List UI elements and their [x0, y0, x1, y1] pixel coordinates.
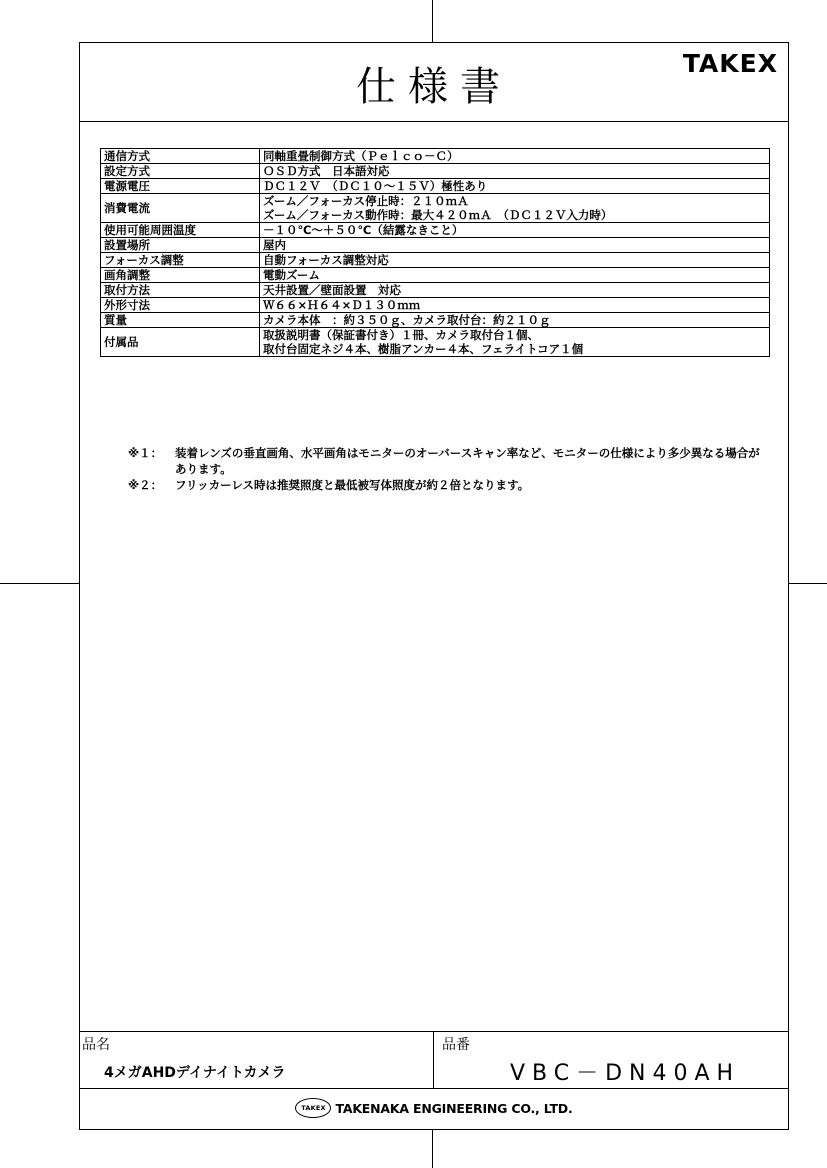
spec-value: [260, 328, 770, 357]
spec-row: [101, 268, 770, 283]
spec-value-line: ＯＳＤ方式 日本語対応: [263, 164, 390, 178]
company-logo-icon: TAKEX: [295, 1098, 331, 1118]
spec-value: [260, 194, 770, 223]
spec-value: [260, 313, 770, 328]
spec-row: [101, 328, 770, 357]
spec-value-line: ズーム／フォーカス停止時：２１０ｍＡ: [263, 194, 469, 208]
footer: [80, 1031, 788, 1129]
product-info-row: [80, 1031, 788, 1089]
spec-value: [260, 238, 770, 253]
spec-value: [260, 179, 770, 194]
note-2: [128, 477, 768, 493]
spec-value-line: 屋内: [263, 238, 286, 252]
product-code: VBC－DN40AH: [510, 1061, 741, 1086]
spec-label: 外形寸法: [101, 298, 260, 313]
spec-value-line: Ｗ６６×Ｈ６４×Ｄ１３０ｍｍ: [263, 298, 421, 312]
spec-value-line: カメラ本体 ：約３５０ｇ、カメラ取付台：約２１０ｇ: [263, 313, 551, 327]
spec-row: [101, 283, 770, 298]
spec-row: [101, 164, 770, 179]
spec-value: [260, 253, 770, 268]
spec-value-line: 取扱説明書（保証書付き）１冊、カメラ取付台１個、: [263, 328, 539, 342]
spec-label: 質量: [101, 313, 260, 328]
spec-row: [101, 253, 770, 268]
spec-label: 通信方式: [101, 149, 260, 164]
crop-mark-right: [789, 583, 827, 584]
spec-table: [100, 148, 770, 357]
spec-label: 設置場所: [101, 238, 260, 253]
spec-label: フォーカス調整: [101, 253, 260, 268]
company-row: [80, 1088, 788, 1128]
footer-divider: [433, 1032, 434, 1088]
spec-row: [101, 194, 770, 223]
brand-logo: TAKEX: [682, 49, 778, 78]
crop-mark-left: [0, 583, 79, 584]
spec-label: 画角調整: [101, 268, 260, 283]
note-1: [128, 445, 768, 477]
notes: [128, 445, 768, 493]
spec-value: [260, 149, 770, 164]
spec-row: [101, 313, 770, 328]
spec-value: [260, 164, 770, 179]
spec-value: [260, 268, 770, 283]
note-text: フリッカーレス時は推奨照度と最低被写体照度が約２倍となります。: [175, 478, 530, 492]
spec-label: 使用可能周囲温度: [101, 223, 260, 238]
spec-value-line: 電動ズーム: [263, 268, 320, 282]
spec-label: 設定方式: [101, 164, 260, 179]
product-name: 4メガAHDデイナイトカメラ: [104, 1065, 286, 1081]
spec-value-line: 天井設置／壁面設置 対応: [263, 283, 401, 297]
crop-mark-bottom: [432, 1130, 433, 1168]
spec-value-line: 取付台固定ネジ４本、樹脂アンカー４本、フェライトコア１個: [263, 342, 584, 356]
crop-mark-top: [432, 0, 433, 42]
note-text: 装着レンズの垂直画角、水平画角はモニターのオーバースキャン率など、モニターの仕様により多少異なる場合があります。: [175, 446, 760, 476]
company-name: TAKENAKA ENGINEERING CO., LTD.: [335, 1100, 573, 1116]
spec-row: [101, 238, 770, 253]
spec-row: [101, 179, 770, 194]
spec-value: [260, 298, 770, 313]
header: [80, 43, 788, 122]
page-title: 仕様書: [356, 64, 512, 110]
note-mark: ※１：: [128, 446, 163, 460]
spec-value-line: 自動フォーカス調整対応: [263, 253, 389, 267]
spec-value: [260, 283, 770, 298]
spec-value-line: ＤＣ１２Ｖ （ＤＣ１０～１５Ｖ）極性あり: [263, 179, 488, 193]
spec-row: [101, 223, 770, 238]
spec-value-line: －１０℃～＋５０℃（結露なきこと）: [263, 223, 464, 237]
spec-label: 付属品: [101, 328, 260, 357]
spec-sheet: [79, 42, 789, 1130]
spec-label: 消費電流: [101, 194, 260, 223]
spec-label: 取付方法: [101, 283, 260, 298]
spec-value-line: ズーム／フォーカス動作時：最大４２０ｍＡ （ＤＣ１２Ｖ入力時）: [263, 208, 613, 222]
spec-value: [260, 223, 770, 238]
spec-row: [101, 149, 770, 164]
product-code-label: 品番: [442, 1037, 470, 1053]
spec-row: [101, 298, 770, 313]
note-mark: ※２：: [128, 478, 163, 492]
spec-value-line: 同軸重畳制御方式（Ｐｅｌｃｏ－Ｃ）: [263, 149, 459, 163]
product-name-label: 品名: [82, 1037, 110, 1053]
spec-label: 電源電圧: [101, 179, 260, 194]
